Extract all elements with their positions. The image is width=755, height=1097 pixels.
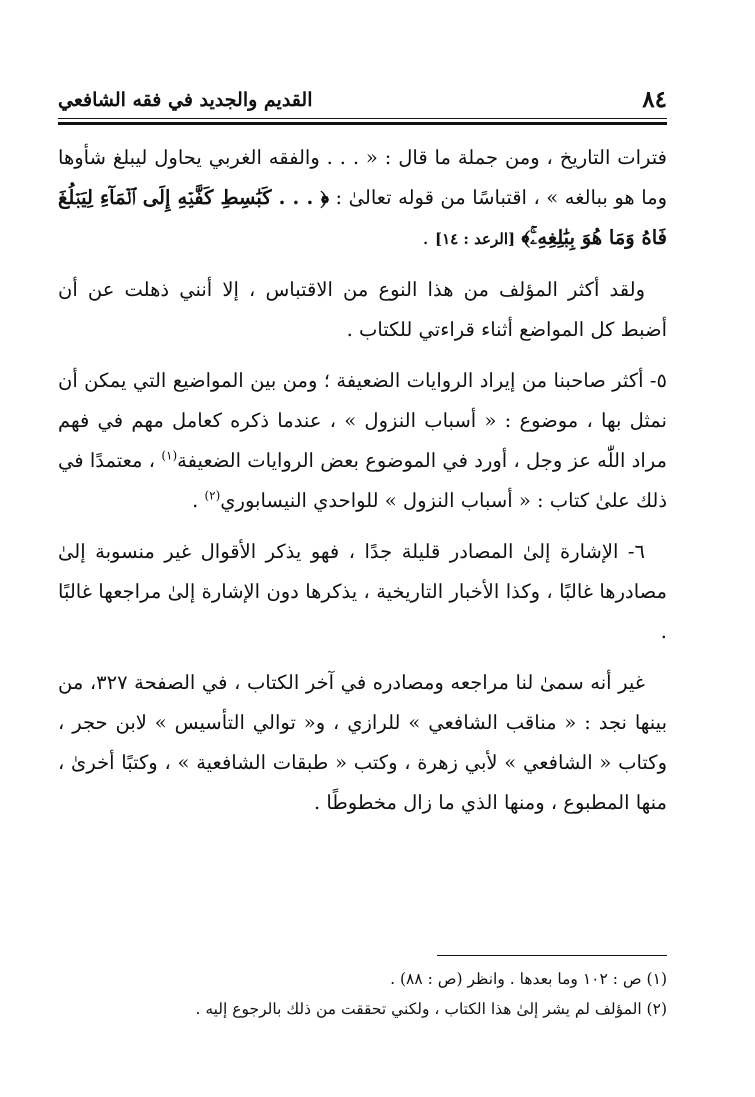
- footnote-separator: [437, 955, 667, 956]
- paragraph-3-text-a: ٥- أكثر صاحبنا من إيراد الروايات الضعيفة ؛ ومن بين المواضيع التي يمكن أن نمثل بها ، موضوع : « أسباب النزول » ، عندما ذكره كعامل مهم في فهم مراد اللّٰه عز وجل ، أورد في الموضوع بعض الروايات الضعيفة: [58, 369, 667, 472]
- page-number: ٨٤: [642, 86, 667, 113]
- paragraph-1-end: .: [422, 226, 429, 249]
- footnote-1: (١) ص : ١٠٢ وما بعدها . وانظر (ص : ٨٨) .: [390, 970, 667, 988]
- header-rule-thick: [58, 122, 667, 125]
- verse-reference: [الرعد : ١٤]: [434, 230, 516, 248]
- paragraph-1: [58, 138, 667, 259]
- paragraph-3-end: .: [192, 489, 199, 512]
- paragraph-1-text: فترات التاريخ ، ومن جملة ما قال : « . . . والفقه الغربي يحاول ليبلغ شأوها وما هو ببالغه » ، اقتباسًا من قوله تعالىٰ :: [58, 146, 668, 209]
- paragraph-5: غير أنه سمىٰ لنا مراجعه ومصادره في آخر الكتاب ، في الصفحة ٣٢٧، من بينها نجد : « مناقب الشافعي » للرازي ، و« توالي التأسيس » لابن حجر ، وكتاب « الشافعي » لأبي زهرة ، وكتب « طبقات الشافعية » ، وكتبًا أخرىٰ ، منها المطبوع ، ومنها الذي ما زال مخطوطًا .: [58, 671, 667, 814]
- quran-verse: ﴿ . . . كَبَٰسِطِ كَفَّيۡهِ إِلَى ٱلۡمَآءِ لِيَبۡلُغَ فَاهُ وَمَا هُوَ بِبَٰلِغِهِۦۚ﴾: [58, 186, 667, 249]
- header-rule-thin: [58, 118, 667, 119]
- body-text: [58, 138, 667, 834]
- paragraph-3: [58, 361, 667, 521]
- page-header: [58, 74, 667, 114]
- footnotes: [58, 964, 667, 1024]
- footnote-2: (٢) المؤلف لم يشر إلىٰ هذا الكتاب ، ولكني تحققت من ذلك بالرجوع إليه .: [195, 1000, 667, 1018]
- paragraph-2: ولقد أكثر المؤلف من هذا النوع من الاقتباس ، إلا أنني ذهلت عن أن أضبط كل المواضع أثناء قراءتي للكتاب .: [58, 278, 667, 341]
- paragraph-3-text-b: ، معتمدًا في ذلك علىٰ كتاب : « أسباب النزول » للواحدي النيسابوري: [58, 449, 667, 512]
- running-title: القديم والجديد في فقه الشافعي: [58, 89, 313, 111]
- footnote-marker-2[interactable]: (٢): [204, 488, 221, 503]
- footnote-marker-1[interactable]: (١): [161, 448, 178, 463]
- paragraph-4: ٦- الإشارة إلىٰ المصادر قليلة جدًا ، فهو يذكر الأقوال غير منسوبة إلىٰ مصادرها غالبًا ، وكذا الأخبار التاريخية ، يذكرها دون الإشارة إلىٰ مراجعها غالبًا .: [58, 540, 667, 643]
